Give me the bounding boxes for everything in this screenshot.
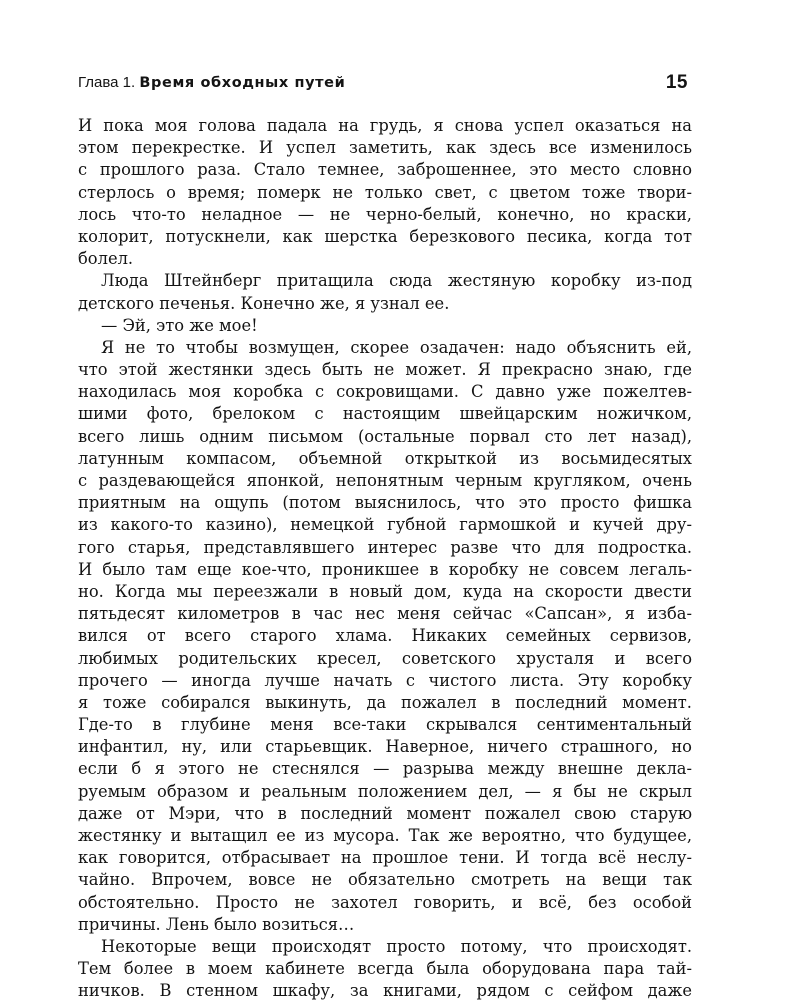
- text-line: из какого-то казино), немецкой губной гармошкой и кучей дру-: [78, 515, 692, 535]
- text-line: если б я этого не стеснялся — разрыва между внешне декла-: [78, 759, 692, 779]
- text-line: жестянку и вытащил ее из мусора. Так же вероятно, что будущее,: [78, 826, 692, 845]
- text-line: находилась моя коробка с сокровищами. С давно уже пожелтев-: [78, 382, 692, 402]
- text-line: инфантил, ну, или старьевщик. Наверное, ничего страшного, но: [78, 737, 692, 757]
- text-line: но. Когда мы переезжали в новый дом, куда на скорости двести: [78, 581, 692, 601]
- text-line: обстоятельно. Просто не захотел говорить, и всё, без особой: [78, 892, 692, 912]
- text-line: латунным компасом, объемной открыткой из восьмидесятых: [78, 448, 692, 468]
- text-line: гого старья, представлявшего интерес разве что для подростка.: [78, 537, 692, 557]
- text-line: что этой жестянки здесь быть не может. Я прекрасно знаю, где: [78, 360, 692, 380]
- text-line: как говорится, отбрасывает на прошлое тени. И тогда всё неслу-: [78, 848, 692, 868]
- chapter-heading: [78, 70, 345, 96]
- text-line: болел.: [78, 249, 134, 269]
- text-line: руемым образом и реальным положением дел, — я бы не скрыл: [78, 781, 692, 801]
- text-line: причины. Лень было возиться…: [78, 914, 355, 934]
- text-line: чайно. Впрочем, вовсе не обязательно смотреть на вещи так: [78, 870, 692, 890]
- text-line: лось что-то неладное — не черно-белый, конечно, но краски,: [78, 204, 692, 224]
- text-line: с прошлого раза. Стало темнее, заброшеннее, это место словно: [78, 160, 692, 180]
- text-line: приятным на ощупь (потом выяснилось, что это просто фишка: [78, 493, 692, 513]
- text-line: Где-то в глубине меня все-таки скрывался сентиментальный: [78, 715, 692, 735]
- text-line: Люда Штейнберг притащила сюда жестяную коробку из-под: [101, 271, 692, 291]
- text-line: колорит, потускнели, как шерстка березкового песика, когда тот: [78, 226, 692, 246]
- text-line: прочего — иногда лучше начать с чистого листа. Эту коробку: [78, 670, 692, 690]
- text-line: И было там еще кое-что, проникшее в коробку не совсем легаль-: [78, 559, 692, 579]
- running-header: [78, 70, 690, 96]
- text-line: всего лишь одним письмом (остальные порвал сто лет назад),: [78, 426, 692, 446]
- text-line: пятьдесят километров в час нес меня сейчас «Сапсан», я изба-: [78, 604, 692, 624]
- text-line: стерлось о время; померк не только свет, с цветом тоже твори-: [78, 182, 692, 202]
- chapter-label: Глава 1.: [78, 74, 136, 91]
- text-line: даже от Мэри, что в последний момент пожалел свою старую: [78, 803, 692, 823]
- text-line: шими фото, брелоком с настоящим швейцарским ножичком,: [78, 404, 692, 424]
- chapter-title: Время обходных путей: [139, 75, 346, 91]
- text-line: ничков. В стенном шкафу, за книгами, рядом с сейфом даже: [78, 981, 692, 1001]
- text-line: Тем более в моем кабинете всегда была оборудована пара тай-: [78, 959, 692, 979]
- text-line: Некоторые вещи происходят просто потому, что происходят.: [101, 936, 692, 956]
- body-text: [78, 115, 692, 1003]
- text-line: с раздевающейся японкой, непонятным черным кругляком, очень: [78, 471, 692, 490]
- text-line: детского печенья. Конечно же, я узнал ее.: [78, 293, 450, 313]
- text-line: — Эй, это же мое!: [101, 315, 258, 335]
- text-line: этом перекрестке. И успел заметить, как здесь все изменилось: [78, 138, 692, 158]
- text-line: я тоже собирался выкинуть, да пожалел в последний момент.: [78, 692, 692, 712]
- text-line: Я не то чтобы возмущен, скорее озадачен: надо объяснить ей,: [101, 337, 692, 357]
- text-line: любимых родительских кресел, советского хрусталя и всего: [78, 648, 692, 668]
- text-line: И пока моя голова падала на грудь, я снова успел оказаться на: [78, 116, 692, 135]
- page-number: 15: [665, 72, 688, 93]
- text-line: вился от всего старого хлама. Никаких семейных сервизов,: [78, 626, 692, 646]
